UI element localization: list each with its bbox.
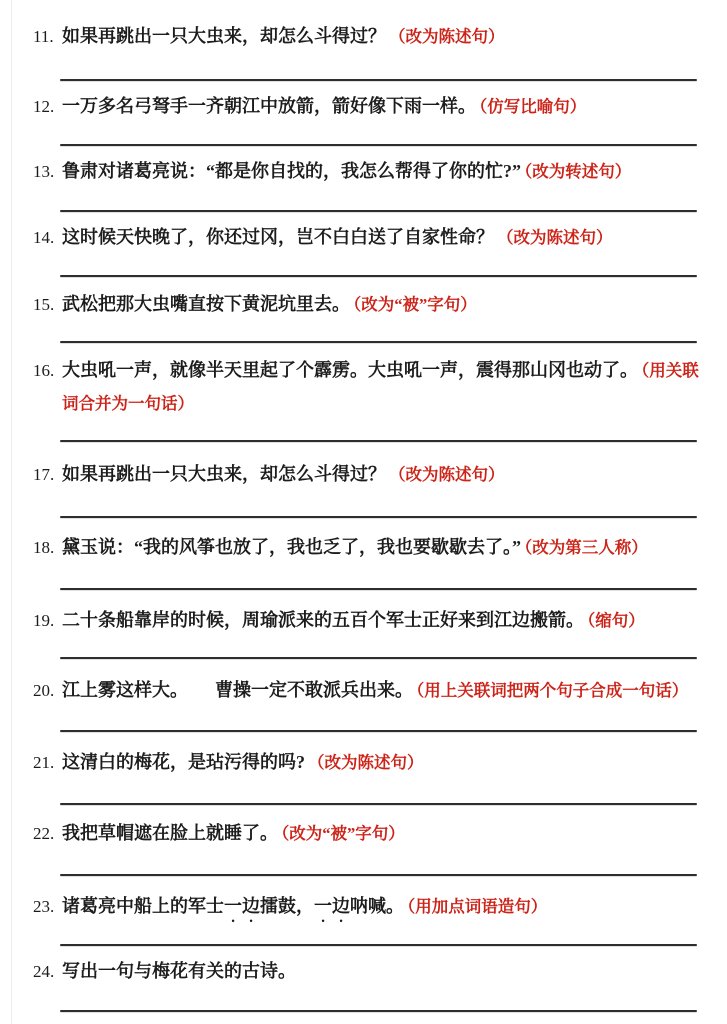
question-item-15 [33,288,715,321]
answer-line [60,730,697,732]
answer-line [60,341,697,343]
question-number: 23. [33,897,55,916]
question-item-18 [33,531,715,564]
answer-line [60,657,697,659]
question-instruction: （改为转述句） [524,162,632,181]
question-item-11 [33,20,715,53]
question-number: 12. [33,97,55,116]
question-instruction: （改为“被”字句） [281,824,405,843]
question-number: 24. [33,962,55,981]
question-item-24 [33,955,715,988]
answer-line [60,1010,697,1012]
answer-line [60,275,697,277]
question-number: 21. [33,753,55,772]
question-instruction: （改为陈述句） [389,465,505,484]
question-text: 写出一句与梅花有关的古诗。 [62,961,296,981]
answer-line [60,944,697,946]
question-item-17 [33,458,715,491]
question-number: 20. [33,681,55,700]
question-text: 呐喊。 [350,896,404,916]
question-item-19 [33,604,715,637]
answer-line [60,516,697,518]
question-number: 15. [33,295,55,314]
answer-line [60,144,697,146]
answer-line [60,440,697,442]
question-number: 18. [33,538,55,557]
question-instruction: （改为“被”字句） [353,295,477,314]
question-item-23 [33,890,715,926]
answer-line [60,210,697,212]
question-number: 17. [33,465,55,484]
question-text: 这时候天快晚了，你还过冈，岂不白白送了自家性命？ [62,227,494,247]
question-text: 这清白的梅花，是玷污得的吗? [62,752,305,772]
question-item-13 [33,155,715,188]
answer-line [60,588,697,590]
question-text: 擂鼓， [260,896,314,916]
question-instruction: （改为陈述句） [389,27,505,46]
question-number: 16. [33,361,55,380]
question-text-emphasized: 一边 [314,896,350,916]
question-instruction: （用关联词合并为一句话） [62,361,699,413]
page-edge-line [11,0,12,1024]
question-number: 13. [33,162,55,181]
answer-line [60,874,697,876]
answer-line [60,803,697,805]
question-text: 江上雾这样大。 曹操一定不敢派兵出来。 [62,680,413,700]
question-text: 我把草帽遮在脸上就睡了。 [62,823,278,843]
question-instruction: （改为陈述句） [308,753,424,772]
question-text: 一万多名弓弩手一齐朝江中放箭，箭好像下雨一样。 [62,96,476,116]
question-item-14 [33,221,715,254]
question-number: 19. [33,611,55,630]
question-number: 11. [33,27,54,46]
question-text: 诸葛亮中船上的军士 [62,896,224,916]
question-text-emphasized: 一边 [224,896,260,916]
question-instruction: （用上关联词把两个句子合成一句话） [416,681,689,700]
question-instruction: （仿写比喻句） [479,97,587,116]
question-text: 大虫吼一声，就像半天里起了个霹雳。大虫吼一声，震得那山冈也动了。 [62,360,638,380]
question-number: 14. [33,228,55,247]
question-text: 二十条船靠岸的时候，周瑜派来的五百个军士正好来到江边搬箭。 [62,610,584,630]
question-text: 武松把那大虫嘴直按下黄泥坑里去。 [62,294,350,314]
question-text: 如果再跳出一只大虫来，却怎么斗得过？ [62,464,386,484]
question-text: 鲁肃对诸葛亮说：“都是你自找的，我怎么帮得了你的忙?” [62,161,521,181]
question-item-12 [33,90,715,123]
question-item-22 [33,817,715,850]
question-item-21 [33,746,715,779]
question-text: 如果再跳出一只大虫来，却怎么斗得过？ [62,26,386,46]
question-item-16 [33,354,715,420]
question-instruction: （用加点词语造句） [407,897,548,916]
answer-line [60,79,697,81]
question-item-20 [33,674,715,707]
question-instruction: （改为第三人称） [524,538,648,557]
question-instruction: （缩句） [587,611,645,630]
question-instruction: （改为陈述句） [497,228,613,247]
question-number: 22. [33,824,55,843]
question-text: 黛玉说：“我的风筝也放了，我也乏了，我也要歇歇去了。” [62,537,521,557]
